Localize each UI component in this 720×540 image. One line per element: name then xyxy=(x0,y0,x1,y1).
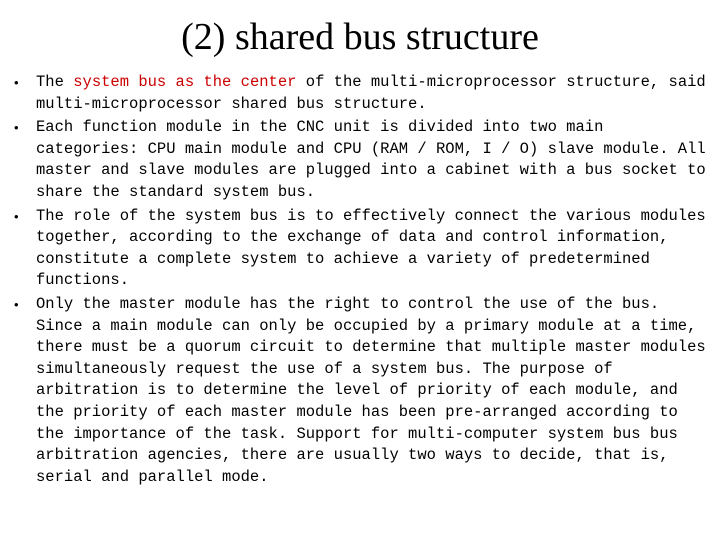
bullet-text-suffix: of the multi-microprocessor structure, said multi-microprocessor shared bus structure. xyxy=(36,73,706,113)
bullet-text: Only the master module has the right to control the use of the bus. Since a main module can only be occupied by a primary module at a time, there must be a quorum circuit to determine that multiple master modules simultaneously request the use of a system bus. The purpose of arbitration is to determine the level of priority of each module, and the priority of each master module has been pre-arranged according to the importance of the task. Support for multi-computer system bus bus arbitration agencies, there are usually two ways to decide, that is, serial and parallel mode. xyxy=(36,294,706,486)
bullet-text: Each function module in the CNC unit is divided into two main categories: CPU main module and CPU (RAM / ROM, I / O) slave module. All master and slave modules are plugged into a cabinet with a bus socket to share the standard system bus. xyxy=(36,118,706,201)
slide-title: (2) shared bus structure xyxy=(181,16,539,58)
bullet-item xyxy=(12,117,712,203)
bullet-item xyxy=(12,294,712,488)
bullet-marker: • xyxy=(14,296,19,312)
bullet-marker: • xyxy=(14,208,19,224)
bullet-text-prefix: The xyxy=(36,73,74,91)
bullet-text: The role of the system bus is to effectively connect the various modules together, according to the exchange of data and control information, constitute a complete system to achieve a variety of predetermined functions. xyxy=(36,206,706,290)
bullet-item xyxy=(12,206,712,292)
bullet-marker: • xyxy=(14,120,19,136)
bullet-item xyxy=(12,72,712,115)
highlighted-term: system bus as the center xyxy=(73,73,297,91)
bullet-list xyxy=(12,72,712,490)
bullet-marker: • xyxy=(14,75,19,90)
